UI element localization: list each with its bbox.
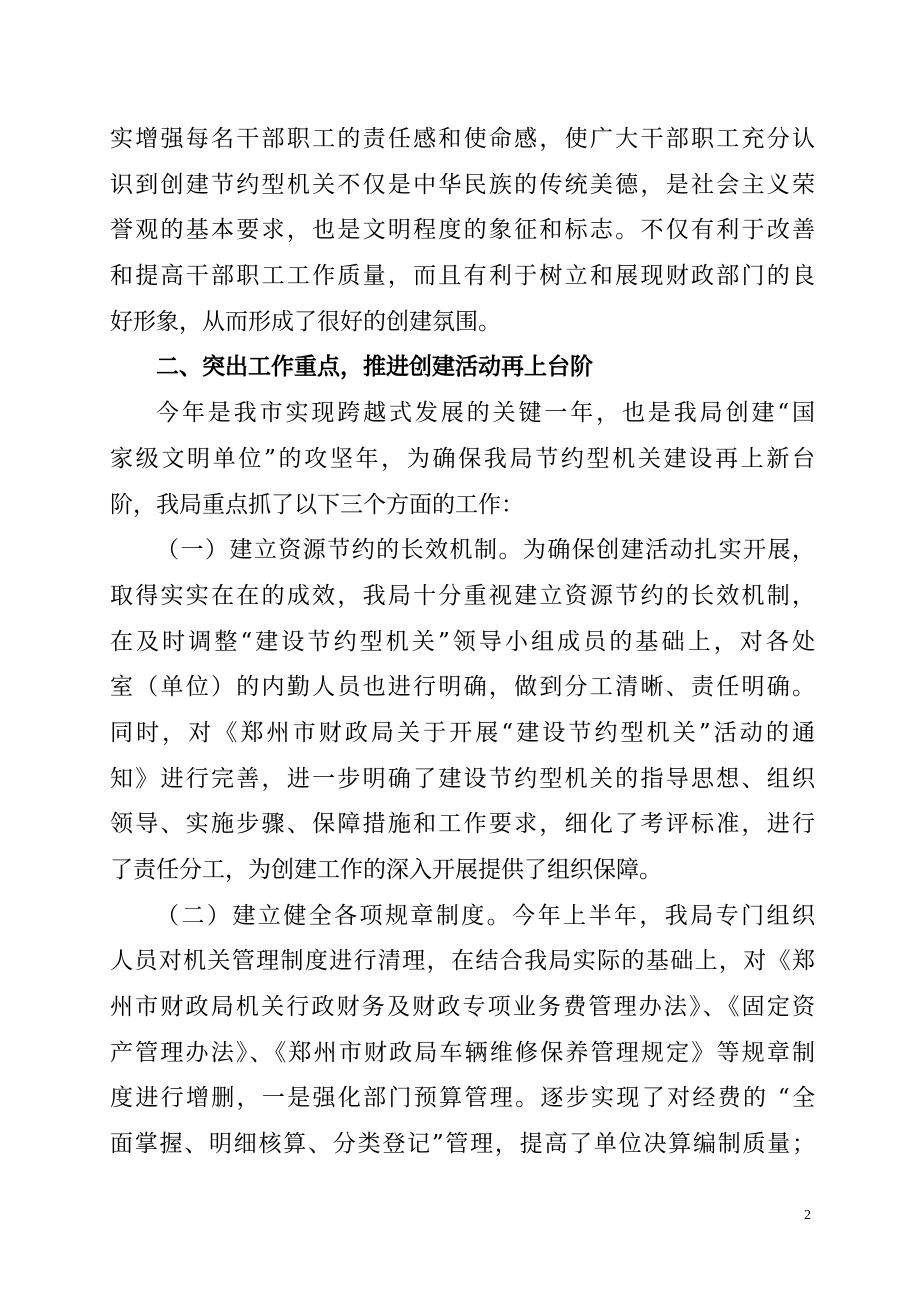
text-line: 家级文明单位”的攻坚年，为确保我局节约型机关建设再上新台 [110,445,815,472]
page-number: 2 [804,1208,811,1223]
text-line: 了责任分工，为创建工作的深入开展提供了组织保障。 [110,857,662,883]
text-line: 和提高干部职工工作质量，而且有利于树立和展现财政部门的良 [110,263,815,290]
text-line: 州市财政局机关行政财务及财政专项业务费管理办法》、《固定资 [110,994,815,1021]
text-line: 今年是我市实现跨越式发展的关键一年，也是我局创建“国 [156,400,815,427]
text-line: 好形象，从而形成了很好的创建氛围。 [110,308,501,335]
text-line: 度进行增删，一是强化部门预算管理。逐步实现了对经费的 “全 [110,1085,815,1112]
text-line: 室（单位）的内勤人员也进行明确，做到分工清晰、责任明确。 [110,674,815,701]
text-line: 同时，对《郑州市财政局关于开展“建设节约型机关”活动的通 [110,719,815,746]
text-line: （二）建立健全各项规章制度。今年上半年，我局专门组织 [156,902,815,929]
text-line: 知》进行完善，进一步明确了建设节约型机关的指导思想、组织 [110,765,815,792]
text-line: 面掌握、明细核算、分类登记”管理，提高了单位决算编制质量； [110,1131,815,1158]
text-line: 识到创建节约型机关不仅是中华民族的传统美德，是社会主义荣 [110,171,815,198]
text-line: 誉观的基本要求，也是文明程度的象征和标志。不仅有利于改善 [110,217,815,244]
text-line: 人员对机关管理制度进行清理，在结合我局实际的基础上，对《郑 [110,948,815,975]
text-line: 产管理办法》、《郑州市财政局车辆维修保养管理规定》等规章制 [110,1039,815,1066]
text-line: 阶，我局重点抓了以下三个方面的工作： [110,491,524,518]
text-line: 在及时调整“建设节约型机关”领导小组成员的基础上，对各处 [110,628,815,655]
text-line: （一）建立资源节约的长效机制。为确保创建活动扎实开展， [156,537,815,564]
text-line: 取得实实在在的成效，我局十分重视建立资源节约的长效机制， [110,582,815,609]
text-line: 领导、实施步骤、保障措施和工作要求，细化了考评标准，进行 [110,811,815,838]
text-line: 实增强每名干部职工的责任感和使命感，使广大干部职工充分认 [110,126,815,152]
document-body [110,117,815,1168]
section-heading: 二、突出工作重点，推进创建活动再上台阶 [156,354,593,381]
